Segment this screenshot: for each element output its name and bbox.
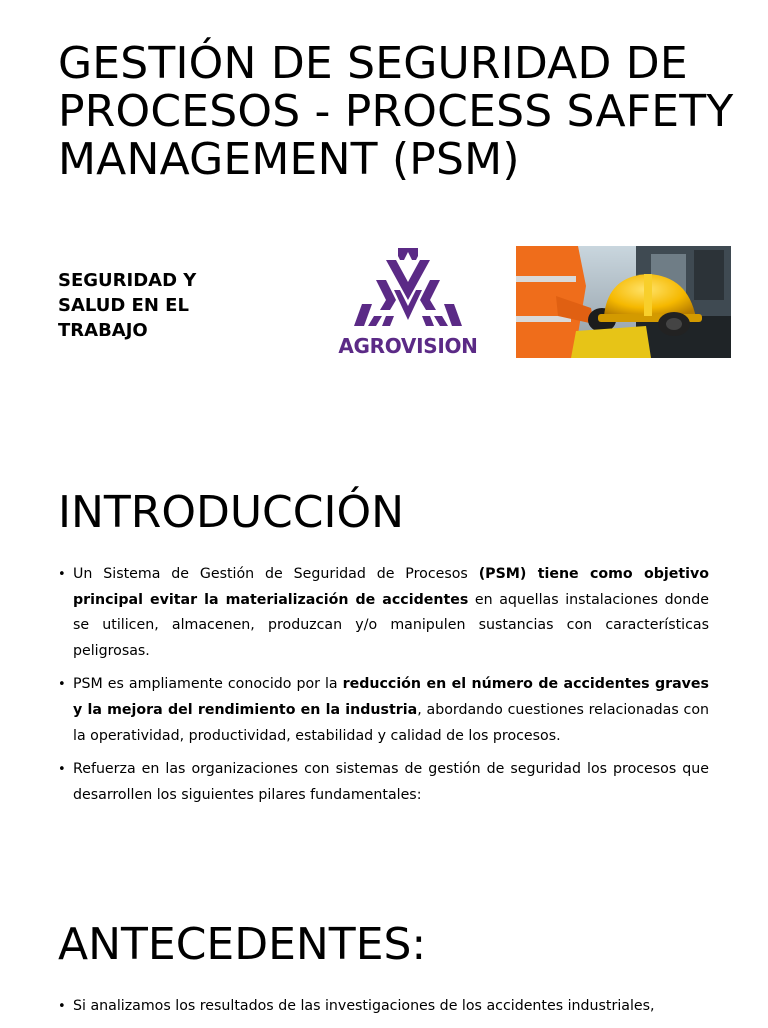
bullet-bold-text: (PSM) tiene como objetivo principal evitar la materialización de accidentes: [73, 566, 709, 608]
bullet-item: [58, 672, 709, 749]
bullet-text: PSM es ampliamente conocido por la: [73, 676, 343, 693]
section-heading: INTRODUCCIÓN: [58, 487, 405, 538]
bullet-text: , abordando cuestiones relacionadas con la operatividad, productividad, estabilidad y calidad de los procesos.: [73, 701, 709, 744]
bullet-text: Un Sistema de Gestión de Seguridad de Procesos: [73, 566, 479, 582]
title-slide: [0, 0, 768, 430]
bullet-text: Refuerza en las organizaciones con sistemas de gestión de seguridad los procesos que desarrollen los siguientes pilares fundamentales:: [73, 761, 709, 803]
agrovision-logo: [334, 246, 482, 362]
bullet-list: [58, 994, 709, 1028]
bullet-text: Si analizamos los resultados de las investigaciones de los accidentes industriales,: [73, 998, 655, 1014]
bullet-item: [58, 994, 709, 1020]
bullet-item: [58, 757, 709, 808]
logo-text: AGROVISION: [338, 334, 478, 358]
agrovision-logo-icon: [334, 246, 482, 332]
bullet-text: en aquellas instalaciones donde se utilicen, almacenen, produzcan y/o manipulen sustancias con características peligrosas.: [73, 591, 709, 659]
background-slide: [0, 870, 768, 1024]
subtitle: SEGURIDAD Y SALUD EN EL TRABAJO: [58, 270, 197, 341]
bullet-item: [58, 562, 709, 664]
page-title: GESTIÓN DE SEGURIDAD DE PROCESOS - PROCESS SAFETY MANAGEMENT (PSM): [58, 38, 734, 185]
safety-helmet-photo: [516, 246, 731, 358]
section-heading: ANTECEDENTES:: [58, 919, 427, 970]
intro-slide: [0, 430, 768, 870]
bullet-bold-text: reducción en el número de accidentes graves y la mejora del rendimiento en la industria: [73, 676, 709, 718]
bullet-list: [58, 562, 709, 816]
